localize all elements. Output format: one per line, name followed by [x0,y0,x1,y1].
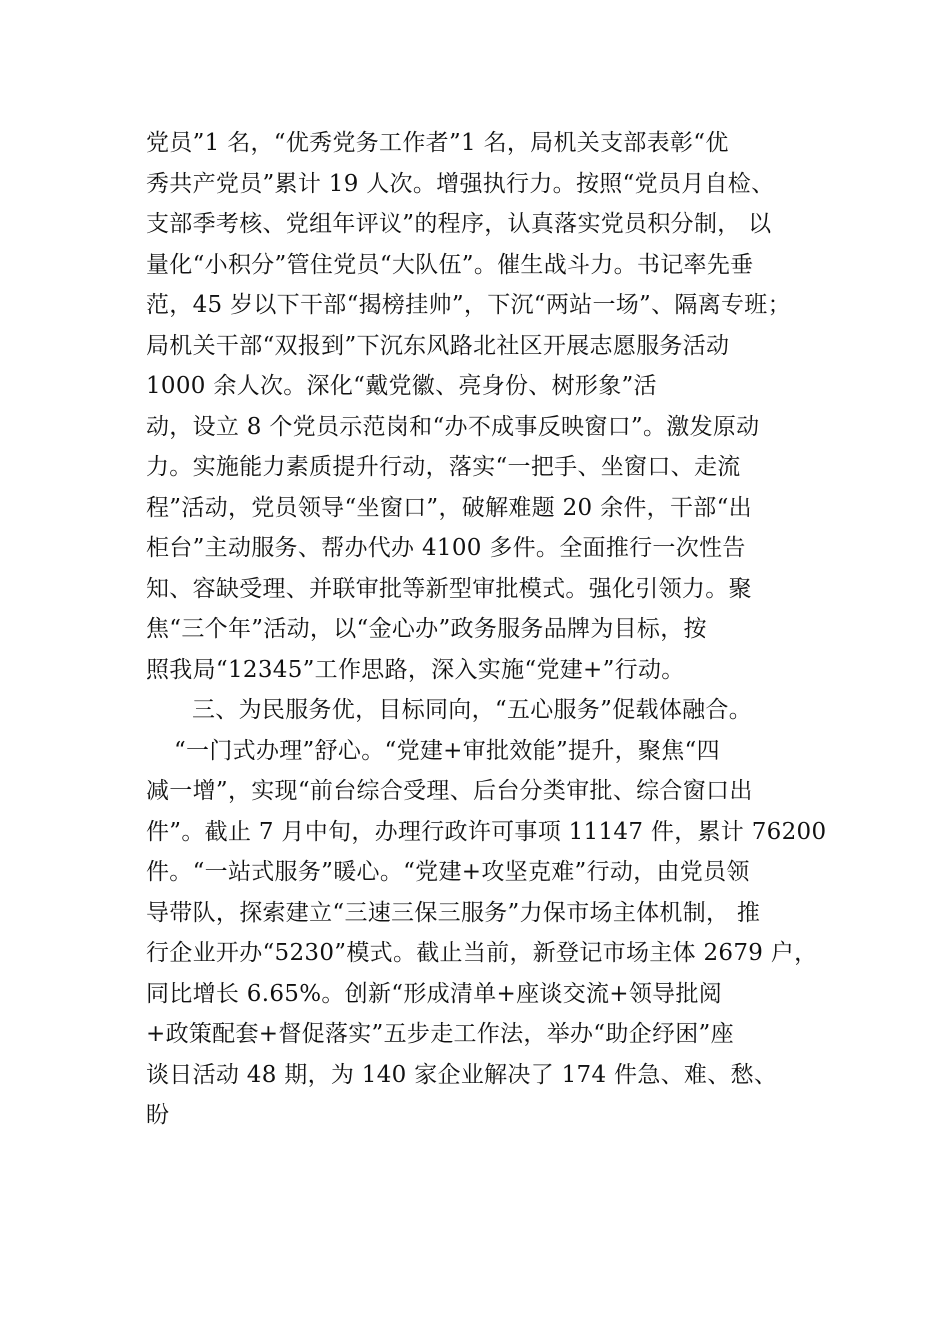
text-line: 程”活动，党员领导“坐窗口”，破解难题 20 余件，干部“出 [146,494,752,521]
text-line: 动，设立 8 个党员示范岗和“办不成事反映窗口”。激发原动 [146,413,760,440]
text-line: 柜台”主动服务、帮办代办 4100 多件。全面推行一次性告 [146,535,746,561]
text-line: 件”。截止 7 月中旬，办理行政许可事项 11147 件，累计 76200 [146,818,827,845]
text-line: 行企业开办“5230”模式。截止当前，新登记市场主体 2679 户， [146,940,818,966]
text-line: +政策配套+督促落实”五步走工作法，举办“助企纾困”座 [146,1021,734,1047]
text-line: 谈日活动 48 期，为 140 家企业解决了 174 件急、难、愁、 [146,1061,778,1088]
text-line: 支部季考核、党组年评议”的程序，认真落实党员积分制， 以 [146,211,772,237]
section-heading: 三、为民服务优，目标同向，“五心服务”促载体融合。 [192,697,753,723]
text-line: 党员”1 名，“优秀党务工作者”1 名，局机关支部表彰“优 [146,130,729,156]
text-line: 量化“小积分”管住党员“大队伍”。催生战斗力。书记率先垂 [146,251,754,278]
text-line: 局机关干部“双报到”下沉东风路北社区开展志愿服务活动 [146,332,730,359]
body-text [146,123,846,1136]
text-line: 力。实施能力素质提升行动，落实“一把手、坐窗口、走流 [146,454,741,480]
text-line: 同比增长 6.65%。创新“形成清单+座谈交流+领导批阅 [146,980,723,1007]
text-line: 减一增”，实现“前台综合受理、后台分类审批、综合窗口出 [146,778,753,804]
text-line: 秀共产党员”累计 19 人次。增强执行力。按照“党员月自检、 [146,170,775,197]
text-line: 范，45 岁以下干部“揭榜挂帅”，下沉“两站一场”、隔离专班； [146,292,791,318]
text-line: 导带队，探索建立“三速三保三服务”力保市场主体机制， 推 [146,899,761,926]
text-line: 知、容缺受理、并联审批等新型审批模式。强化引领力。聚 [146,575,752,602]
text-line: 盼 [146,1102,170,1128]
text-line: 件。“一站式服务”暖心。“党建+攻坚克难”行动，由党员领 [146,859,750,885]
paragraph-start: “一门式办理”舒心。“党建+审批效能”提升，聚焦“四 [174,737,720,764]
text-line: 焦“三个年”活动，以“金心办”政务服务品牌为目标，按 [146,616,707,642]
text-line: 1000 余人次。深化“戴党徽、亮身份、树形象”活 [146,373,657,399]
text-line: 照我局“12345”工作思路，深入实施“党建+”行动。 [146,656,685,683]
